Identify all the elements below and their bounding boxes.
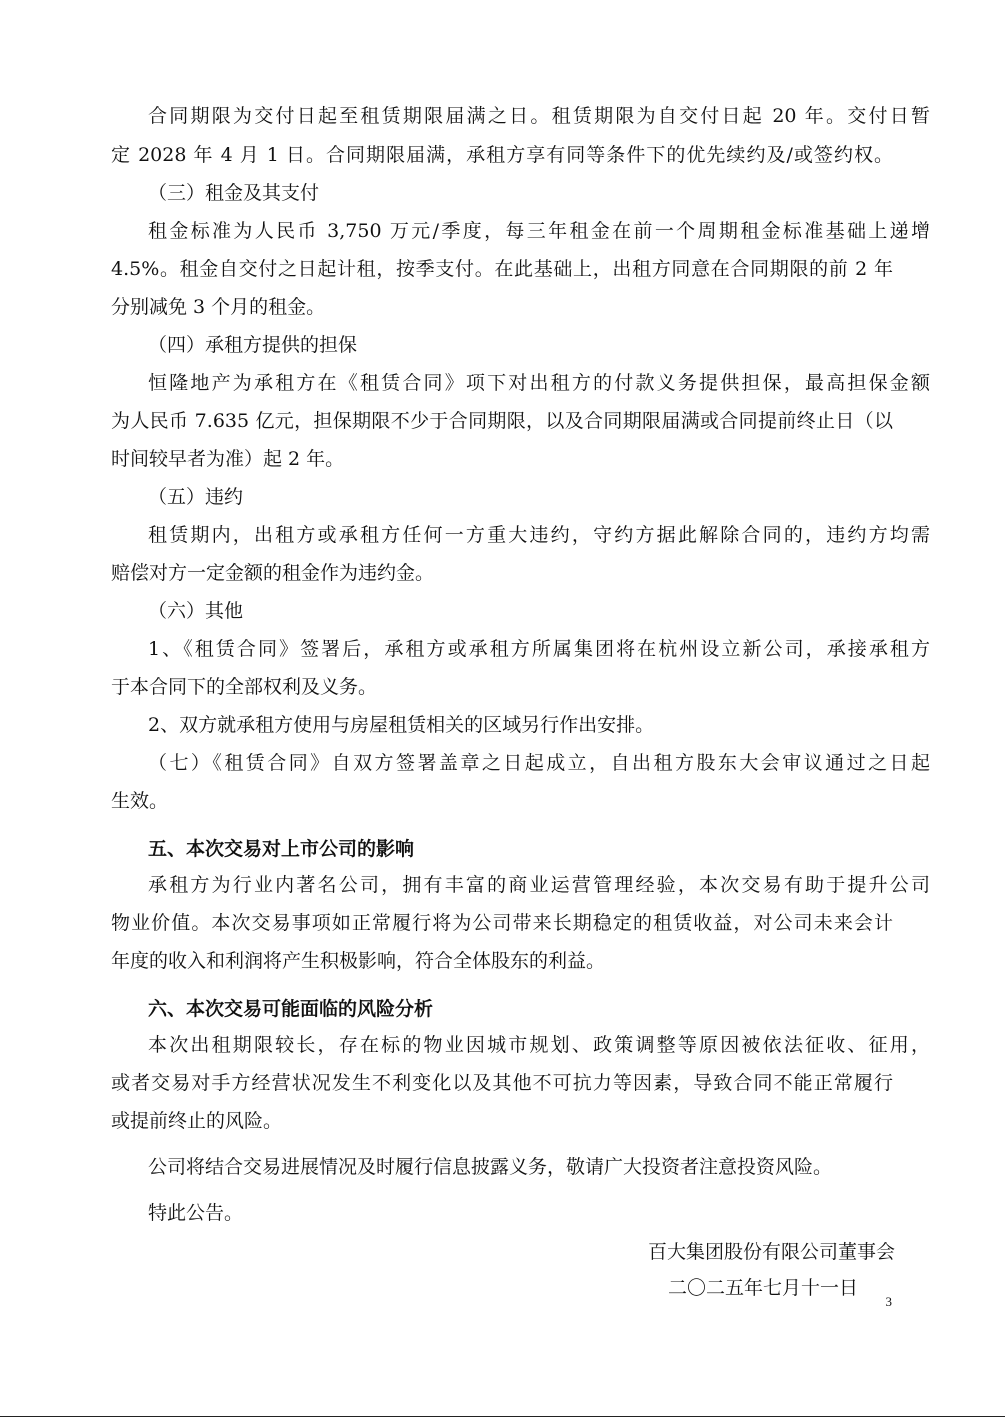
text-line: 合同期限为交付日起至租赁期限届满之日。租赁期限为自交付日起 20 年。交付日暂 bbox=[148, 105, 930, 127]
text-line: 2、双方就承租方使用与房屋租赁相关的区域另行作出安排。 bbox=[148, 714, 655, 736]
section-title: 六、本次交易可能面临的风险分析 bbox=[148, 998, 434, 1020]
text-line: 为人民币 7.635 亿元，担保期限不少于合同期限，以及合同期限届满或合同提前终止日（以 bbox=[111, 410, 893, 432]
text-line: 时间较早者为准）起 2 年。 bbox=[111, 448, 345, 470]
text-line: 恒隆地产为承租方在《租赁合同》项下对出租方的付款义务提供担保，最高担保金额 bbox=[148, 372, 930, 394]
text-line: 本次出租期限较长，存在标的物业因城市规划、政策调整等原因被依法征收、征用， bbox=[148, 1034, 930, 1056]
text-line: 年度的收入和利润将产生积极影响，符合全体股东的利益。 bbox=[111, 950, 606, 972]
text-line: 租赁期内，出租方或承租方任何一方重大违约，守约方据此解除合同的，违约方均需 bbox=[148, 524, 930, 546]
text-line: 1、《租赁合同》签署后，承租方或承租方所属集团将在杭州设立新公司，承接承租方 bbox=[148, 638, 930, 660]
text-line: 或提前终止的风险。 bbox=[111, 1110, 283, 1132]
section-heading: （六）其他 bbox=[148, 600, 244, 622]
text-line: 生效。 bbox=[111, 790, 169, 812]
closing-line: 特此公告。 bbox=[148, 1202, 244, 1224]
section-heading: （四）承租方提供的担保 bbox=[148, 334, 358, 356]
section-heading: （五）违约 bbox=[148, 486, 244, 508]
text-line: 定 2028 年 4 月 1 日。合同期限届满，承租方享有同等条件下的优先续约及/或签约权。 bbox=[111, 144, 893, 166]
text-line: 4.5%。租金自交付之日起计租，按季支付。在此基础上，出租方同意在合同期限的前 2 年 bbox=[111, 258, 893, 280]
bottom-rule bbox=[0, 1416, 1005, 1417]
signature-organization: 百大集团股份有限公司董事会 bbox=[647, 1241, 895, 1263]
page-number: 3 bbox=[885, 1294, 892, 1309]
text-line: 分别减免 3 个月的租金。 bbox=[111, 296, 326, 318]
text-line: 公司将结合交易进展情况及时履行信息披露义务，敬请广大投资者注意投资风险。 bbox=[148, 1156, 833, 1178]
section-heading: （三）租金及其支付 bbox=[148, 182, 320, 204]
text-line: 或者交易对手方经营状况发生不利变化以及其他不可抗力等因素，导致合同不能正常履行 bbox=[111, 1072, 893, 1094]
signature-date: 二〇二五年七月十一日 bbox=[667, 1277, 858, 1299]
text-line: 赔偿对方一定金额的租金作为违约金。 bbox=[111, 562, 435, 584]
text-line: 承租方为行业内著名公司，拥有丰富的商业运营管理经验，本次交易有助于提升公司 bbox=[148, 874, 930, 896]
text-line: 于本合同下的全部权利及义务。 bbox=[111, 676, 378, 698]
section-title: 五、本次交易对上市公司的影响 bbox=[148, 838, 415, 860]
text-line: （七）《租赁合同》自双方签署盖章之日起成立，自出租方股东大会审议通过之日起 bbox=[148, 752, 930, 774]
text-line: 物业价值。本次交易事项如正常履行将为公司带来长期稳定的租赁收益，对公司未来会计 bbox=[111, 912, 893, 934]
text-line: 租金标准为人民币 3,750 万元/季度，每三年租金在前一个周期租金标准基础上递增 bbox=[148, 220, 930, 242]
